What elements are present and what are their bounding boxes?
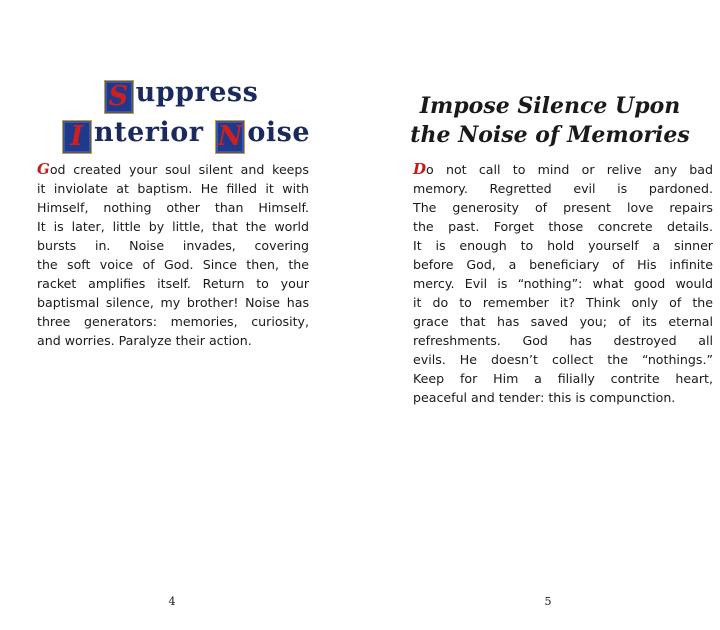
text-line: It is later, little by little, that the world [37,219,309,234]
illuminated-capital: S [104,80,134,114]
text-line: mercy. Evil is “nothing”: what good would [413,276,713,291]
illuminated-capital: N [215,120,245,154]
text-line: racket amplifies itself. Return to your [37,276,309,291]
left-page-title [60,74,311,154]
text-line: Do not call to mind or relive any bad [413,160,713,178]
left-title-line-2 [60,114,311,154]
text-line: grace that has saved you; of its eternal [413,314,713,329]
text-line: It is enough to hold yourself a sinner [413,238,713,253]
title-text: uppress [135,77,259,108]
right-body-text [413,160,713,407]
text-line: the past. Forget those concrete details. [413,219,713,234]
text-line: evils. He doesn’t collect the “nothings.” [413,352,713,367]
right-title-line-1: Impose Silence Upon [419,93,681,119]
drop-cap: G [37,160,50,178]
text-line: the soft voice of God. Since then, the [37,257,309,272]
text-line: bursts in. Noise invades, covering [37,238,309,253]
text-line: baptismal silence, my brother! Noise has [37,295,309,310]
right-title-line-2: the Noise of Memories [410,122,690,148]
text-line: before God, a beneficiary of His infinite [413,257,713,272]
text-line: it inviolate at baptism. He filled it with [37,181,309,196]
text-line: and worries. Paralyze their action. [37,333,252,348]
page-number: 5 [544,595,552,608]
text-line: The generosity of present love repairs [413,200,713,215]
text-line: it do to remember it? Think only of the [413,295,713,310]
text-line: Keep for Him a filially contrite heart, [413,371,713,386]
title-text: nterior [94,117,214,148]
text-line: memory. Regretted evil is pardoned. [413,181,713,196]
text-line: refreshments. God has destroyed all [413,333,713,348]
page-number: 4 [168,595,176,608]
text-line: God created your soul silent and keeps [37,160,309,178]
left-title-line-1 [60,74,300,114]
text-line: peaceful and tender: this is compunction. [413,390,676,405]
illuminated-capital: I [62,120,92,154]
drop-cap: D [413,160,427,178]
text-line: three generators: memories, curiosity, [37,314,309,329]
title-text: oise [247,117,311,148]
left-body-text [37,160,309,350]
right-page-title [400,92,700,150]
text-line: Himself, nothing other than Himself. [37,200,309,215]
